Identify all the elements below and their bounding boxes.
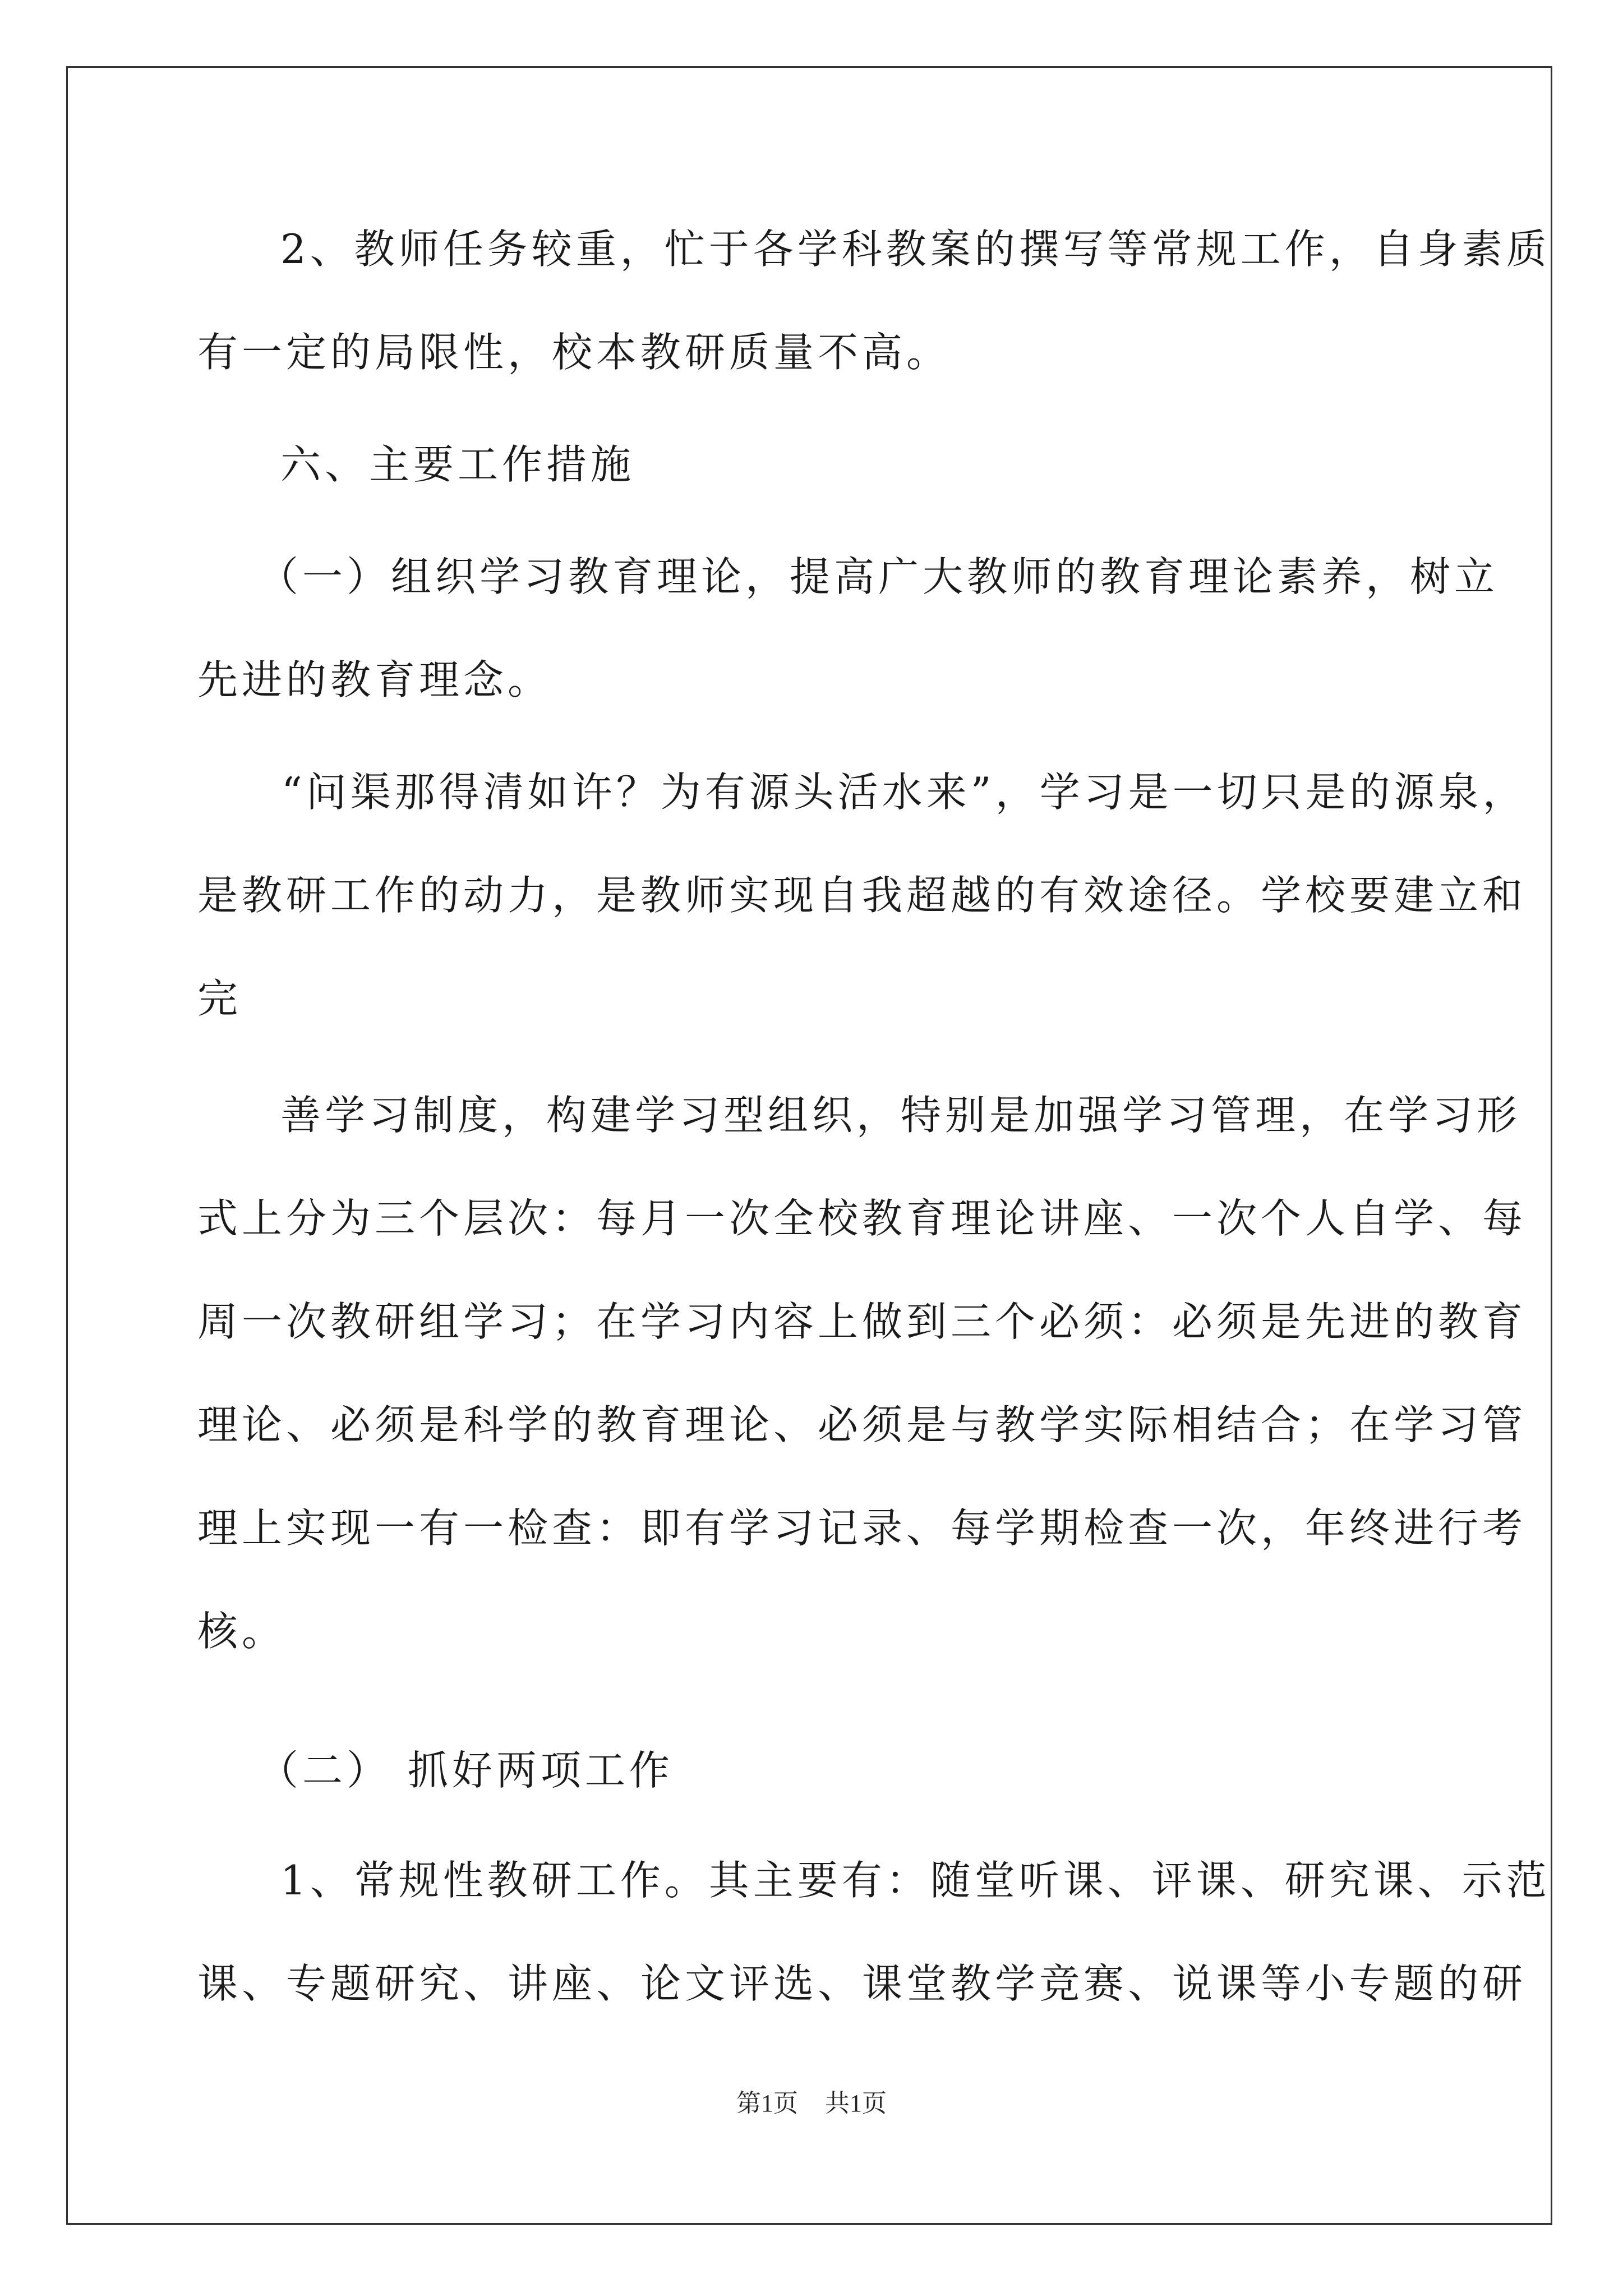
text-line: 善学习制度，构建学习型组织，特别是加强学习管理，在学习形 — [280, 1092, 1521, 1139]
text-line: （一）组织学习教育理论，提高广大教师的教育理论素养，树立 — [258, 553, 1499, 600]
paragraph-5 — [197, 1064, 1527, 1683]
paragraph-7 — [197, 1829, 1551, 2035]
page-total: 共1页 — [825, 2090, 887, 2117]
sub-heading — [197, 1719, 1442, 1822]
text-line: 式上分为三个层次：每月一次全校教育理论讲座、一次个人自学、每 — [197, 1195, 1527, 1242]
text-line: 核。 — [197, 1608, 287, 1655]
page-number: 第1页 — [736, 2090, 798, 2117]
heading-text: （二） 抓好两项工作 — [258, 1747, 674, 1794]
text-line: 是教研工作的动力，是教师实现自我超越的有效途径。学校要建立和 — [197, 872, 1527, 919]
section-heading — [197, 413, 1442, 516]
text-line: 完 — [197, 975, 242, 1022]
text-line: 1、常规性教研工作。其主要有：随堂听课、评课、研究课、示范 — [280, 1857, 1551, 1904]
text-line: 课、专题研究、讲座、论文评选、课堂教学竞赛、说课等小专题的研 — [197, 1960, 1527, 2007]
text-line: 周一次教研组学习；在学习内容上做到三个必须：必须是先进的教育 — [197, 1298, 1527, 1345]
page-footer — [0, 2087, 1623, 2120]
paragraph-1 — [197, 197, 1551, 404]
text-line: 理上实现一有一检查：即有学习记录、每学期检查一次，年终进行考 — [197, 1504, 1527, 1552]
paragraph-4 — [197, 740, 1527, 1050]
paragraph-3 — [197, 525, 1499, 731]
text-line: 2、教师任务较重，忙于各学科教案的撰写等常规工作，自身素质 — [280, 226, 1551, 273]
text-line: 有一定的局限性，校本教研质量不高。 — [197, 329, 951, 376]
text-line: 理论、必须是科学的教育理论、必须是与教学实际相结合；在学习管 — [197, 1401, 1527, 1448]
text-line: “问渠那得清如许？为有源头活水来”，学习是一切只是的源泉， — [282, 769, 1527, 816]
text-line: 先进的教育理念。 — [197, 656, 552, 703]
heading-text: 六、主要工作措施 — [280, 441, 635, 488]
